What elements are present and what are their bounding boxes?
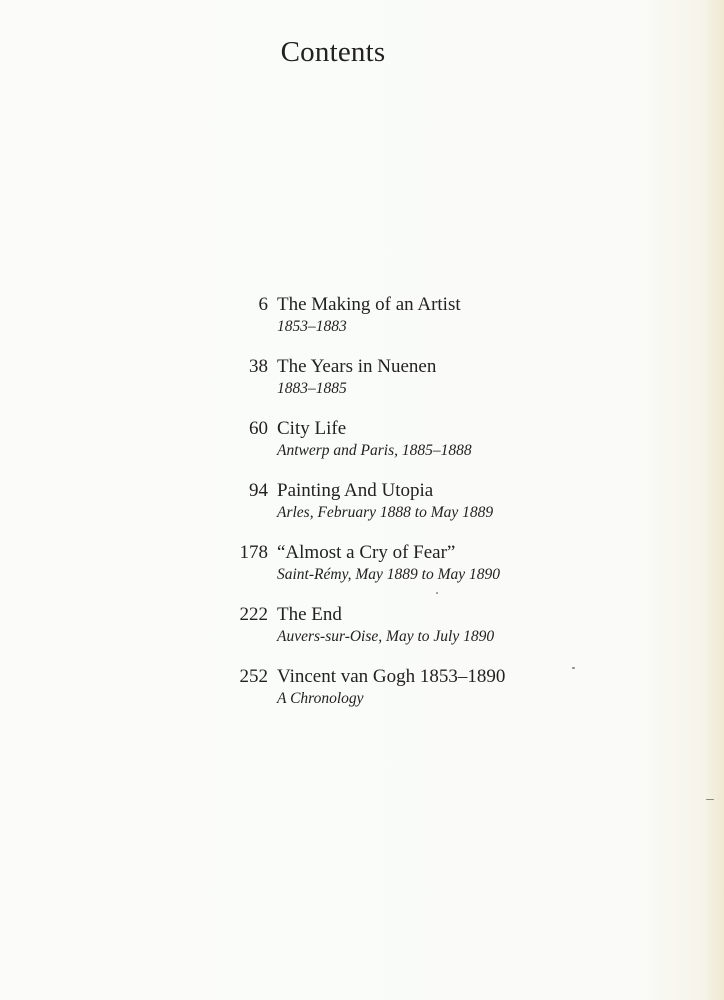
toc-page-number: 38	[249, 356, 268, 377]
toc-entry	[210, 354, 630, 416]
toc-chapter-title: Vincent van Gogh 1853–1890	[277, 666, 506, 687]
toc-page-number: 6	[258, 294, 268, 315]
toc-entry	[210, 478, 630, 540]
toc-chapter-subtitle: Auvers-sur-Oise, May to July 1890	[277, 628, 495, 645]
toc-page-number: 94	[249, 480, 268, 501]
toc-entry	[210, 540, 630, 602]
toc-page-number: 222	[239, 604, 268, 625]
toc-chapter-title: The Making of an Artist	[277, 294, 461, 315]
page-title: Contents	[280, 36, 386, 68]
toc-entry	[210, 664, 630, 726]
toc-chapter-subtitle: A Chronology	[277, 690, 364, 707]
table-of-contents	[210, 292, 630, 726]
toc-chapter-title: “Almost a Cry of Fear”	[277, 542, 456, 563]
toc-chapter-title: The Years in Nuenen	[277, 356, 437, 377]
paper-speck	[436, 592, 438, 594]
toc-chapter-subtitle: Arles, February 1888 to May 1889	[277, 504, 494, 521]
toc-chapter-subtitle: 1883–1885	[277, 380, 347, 397]
paper-speck	[572, 667, 575, 669]
toc-entry	[210, 292, 630, 354]
toc-chapter-subtitle: 1853–1883	[277, 318, 347, 335]
toc-chapter-title: Painting And Utopia	[277, 480, 434, 501]
toc-chapter-title: City Life	[277, 418, 347, 439]
paper-speck	[706, 799, 714, 800]
toc-page-number: 252	[239, 666, 268, 687]
toc-chapter-subtitle: Saint-Rémy, May 1889 to May 1890	[277, 566, 500, 583]
toc-chapter-subtitle: Antwerp and Paris, 1885–1888	[277, 442, 472, 459]
toc-page-number: 60	[249, 418, 268, 439]
toc-entry	[210, 416, 630, 478]
toc-entry	[210, 602, 630, 664]
toc-chapter-title: The End	[277, 604, 342, 625]
toc-page-number: 178	[239, 542, 268, 563]
